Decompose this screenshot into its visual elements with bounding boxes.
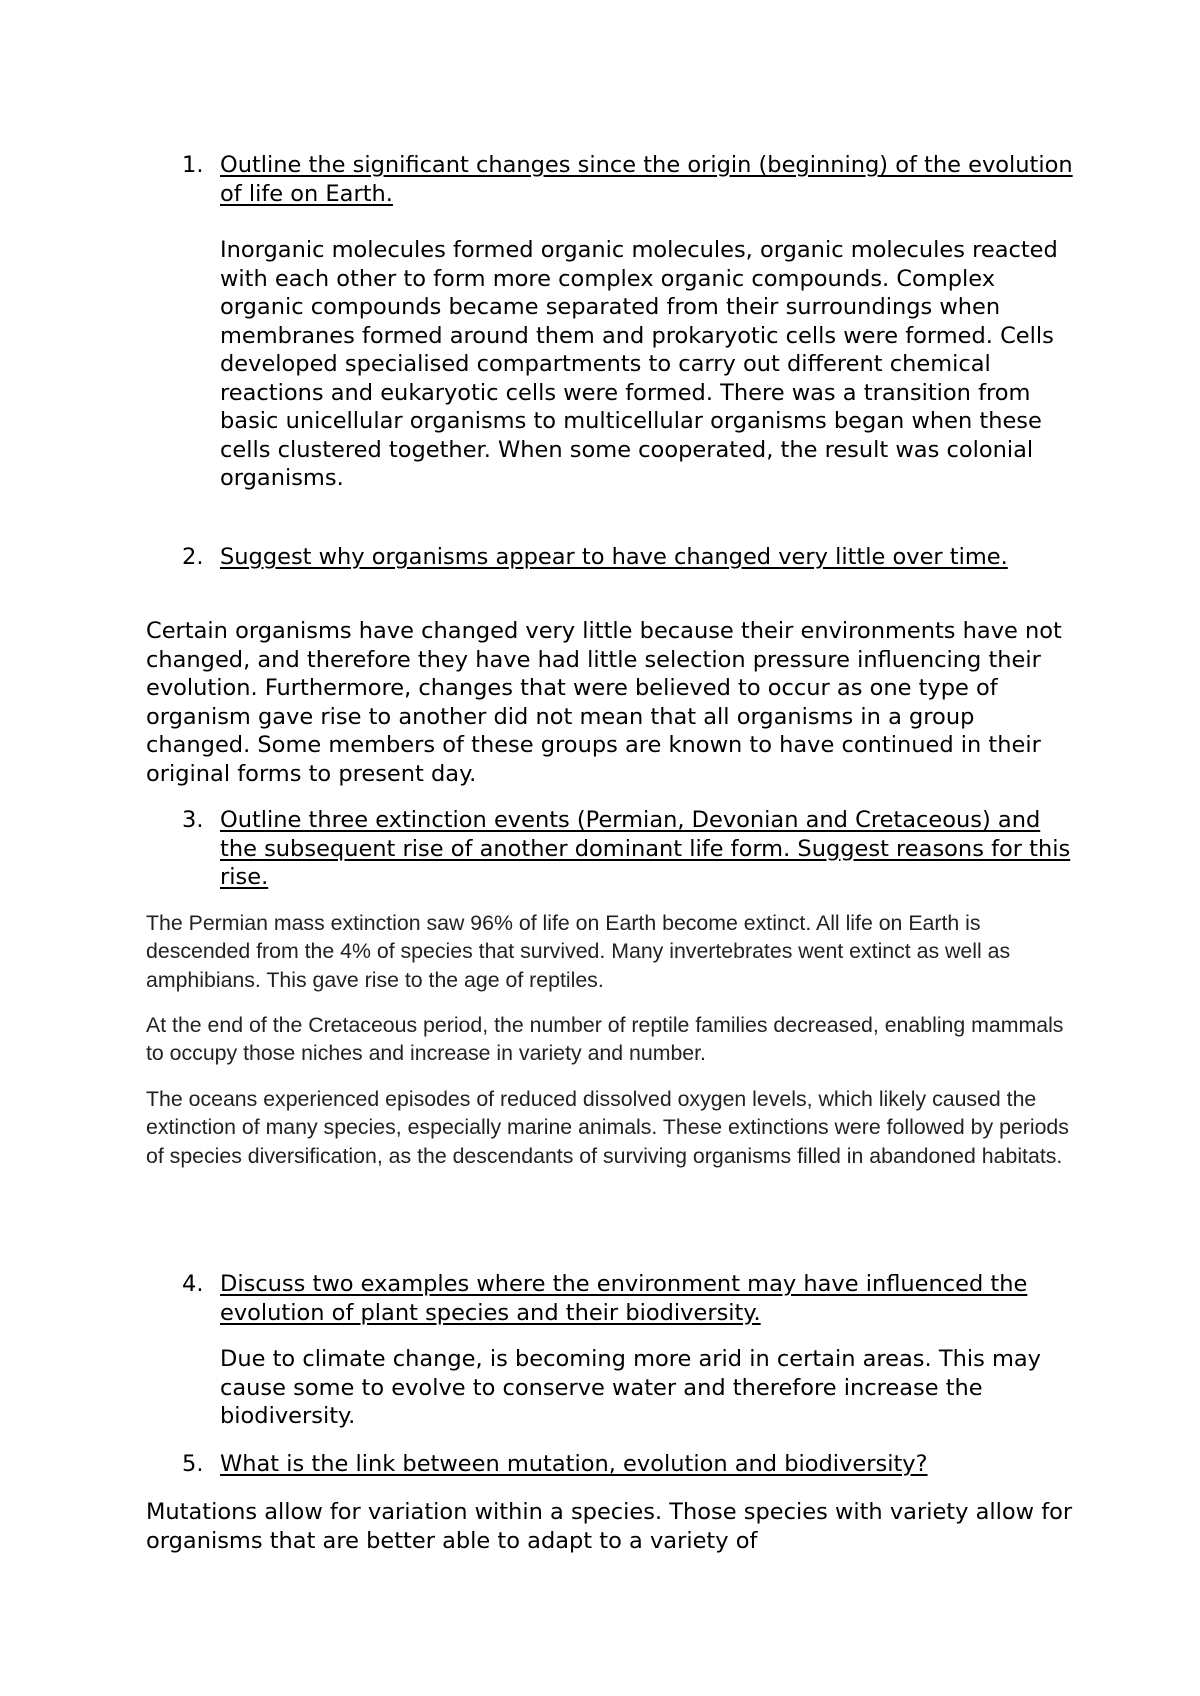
question-2 — [146, 543, 1076, 572]
answer-2: Certain organisms have changed very little because their environments have not changed, and therefore they have had little selection pressure influencing their evolution. Furthermore, changes that were believed to occur as one type of organism gave rise to another did not mean that all organisms in a group changed. Some members of these groups are known to have continued in their original forms to present day. — [146, 618, 1062, 787]
question-text: Suggest why organisms appear to have changed very little over time. — [220, 544, 1008, 570]
question-number: 1. — [182, 152, 204, 178]
question-text: Outline the significant changes since the origin (beginning) of the evolution of life on Earth. — [220, 152, 1073, 207]
question-number: 5. — [182, 1451, 204, 1477]
question-text: Outline three extinction events (Permian, Devonian and Cretaceous) and the subsequent rise of another dominant life form. Suggest reasons for this rise. — [220, 807, 1071, 890]
question-3 — [146, 806, 1076, 892]
answer-1: Inorganic molecules formed organic molecules, organic molecules reacted with each other to form more complex organic compounds. Complex organic compounds became separated from their surroundings when membranes formed around them and prokaryotic cells were formed. Cells developed specialised compartments to carry out different chemical reactions and eukaryotic cells were formed. There was a transition from basic unicellular organisms to multicellular organisms began when these cells clustered together. When some cooperated, the result was colonial organisms. — [220, 237, 1058, 491]
answer-3-paragraph-2: At the end of the Cretaceous period, the number of reptile families decreased, enabling mammals to occupy those niches and increase in variety and number. — [146, 1013, 1064, 1066]
question-5 — [146, 1450, 1076, 1479]
question-number: 2. — [182, 544, 204, 570]
question-text: What is the link between mutation, evolution and biodiversity? — [220, 1451, 928, 1477]
question-4 — [146, 1270, 1076, 1327]
answer-3-paragraph-3: The oceans experienced episodes of reduced dissolved oxygen levels, which likely caused the extinction of many species, especially marine animals. These extinctions were followed by periods of species diversification, as the descendants of surviving organisms filled in abandoned habitats. — [146, 1087, 1069, 1168]
question-number: 4. — [182, 1271, 204, 1297]
question-text: Discuss two examples where the environment may have influenced the evolution of plant species and their biodiversity. — [220, 1271, 1028, 1326]
answer-4: Due to climate change, is becoming more arid in certain areas. This may cause some to evolve to conserve water and therefore increase the biodiversity. — [220, 1346, 1041, 1429]
question-1 — [146, 151, 1076, 208]
answer-5: Mutations allow for variation within a species. Those species with variety allow for organisms that are better able to adapt to a variety of — [146, 1499, 1073, 1554]
answer-3-paragraph-1: The Permian mass extinction saw 96% of life on Earth become extinct. All life on Earth is descended from the 4% of species that survived. Many invertebrates went extinct as well as amphibians. This gave rise to the age of reptiles. — [146, 911, 1011, 992]
question-number: 3. — [182, 807, 204, 833]
